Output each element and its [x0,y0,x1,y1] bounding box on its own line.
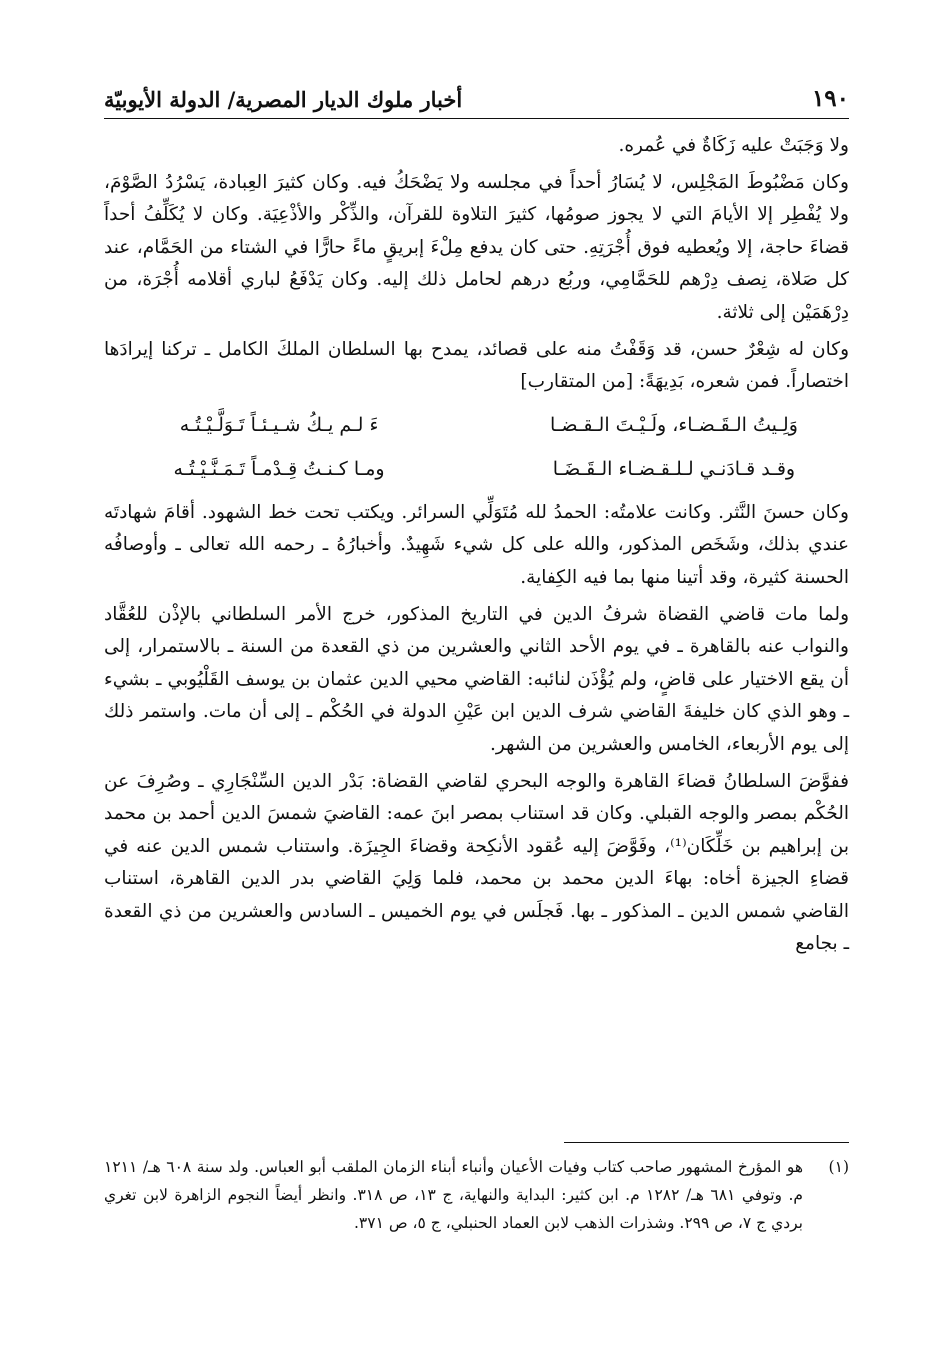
page-number: ١٩٠ [811,85,849,112]
paragraph: وكان مَضْبُوطَ المَجْلِس، لا يُسَارُ أحداً في مجلسه ولا يَضْحَكُ فيه. وكان كثيرَ العِبادة، يَسْرُدُ الصَّوْمَ، ولا يُفْطِر إلا الأيامَ التي لا يجوز صومُها، كثيرَ التلاوة للقرآن، والذِّكْر والأذْعِيَة. وكان لا يُكَلِّفُ أحداً قضاءَ حاجة، إلا ويُعطيه فوق أُجْرَتِهِ. حتى كان يدفع مِلْءَ إبريقٍ ماءً حارًّا في الشتاء من الحَمَّام، عند كل صَلاة، نِصف دِرْهم للحَمَّامِي، وربُع درهم لحامل ذلك إليه. وكان يَدْفَعُ لباري أقلامه أُجْرَة، من دِرْهَمَيْن إلى ثلاثة. [104,171,849,323]
footnote [104,1154,849,1237]
paragraph: ولا وَجَبَتْ عليه زَكَاةٌ في عُمره. [618,135,849,156]
paragraph: وكان حسنَ النَّثر. وكانت علامتُه: الحمدُ لله مُتَوَلِّي السرائر. ويكتب تحت خط الشهود. أقامَ شهادتَه عندي بذلك، وشَخَص المذكور، والله على كل شيء شَهِيدٌ. وأخبارُهُ ـ رحمه الله تعالى ـ وأوصافُه الحسنة كثيرة، وقد أتينا منها بما فيه الكِفاية. [104,501,849,588]
running-header [104,72,849,112]
book-page [104,72,849,1302]
footnote-divider [564,1142,849,1143]
paragraph: ففوَّضَ السلطانُ قضاءَ القاهرة والوجه البحري لقاضي القضاة: بَدْر الدين السِّنْجَارِي ـ وصُرِفَ عن الحُكْم بمصر والوجه القبلي. وكان قد استناب بمصر ابنَ عمه: القاضيَ شمسَ الدين أحمد بن محمد بن إبراهيم بن خَلِّكَان⁽¹⁾، وفَوَّضَ إليه عُقود الأنكِحة وقضاءَ الجِيزَة. واستناب شمس الدين عنه في قضاءِ الجيزة أخاه: بهاءَ الدين محمد بن محمد، فلما وَلِيَ القاضي بدر الدين القاهرة، استناب القاضي شمس الدين ـ المذكور ـ بها. فَجلَس في يوم الخميس ـ السادس والعشرين من ذي القعدة ـ بجامع [104,770,850,955]
verse-line [104,447,849,491]
paragraph: وكان له شِعْرٌ حسن، قد وَقَفْتُ منه على قصائد، يمدح بها السلطان الملكَ الكامل ـ تركنا إيرادَها اختصاراً. فمن شعره، بَدِيهَةً: [من المتقارب] [104,338,849,393]
first-hemistich: وقـد قـادَنـي لـلـقـضـاء الـقَـضَـا [552,457,796,480]
main-text [104,130,849,965]
second-hemistich: ءَ لـم يـكُ شـيـئـاً تَـوَلَّـيْـتُـه [179,413,379,436]
first-hemistich: وَلِـيتُ الـقَـضـاء، ولَـيْـتَ الـقـضـا [549,413,798,436]
poem [104,403,849,491]
footnotes [104,1154,849,1237]
second-hemistich: ومـا كـنـتُ قِـدْمـاً تَـمَـنَّـيْـتُـه [173,457,385,480]
paragraph: ولما مات قاضي القضاة شرفُ الدين في التاريخ المذكور، خرج الأمر السلطاني بالإذْن للعُقَّاد والنواب عنه بالقاهرة ـ في يوم الأحد الثاني والعشرين من ذي القعدة من السنة ـ بالاستمرار، إلى أن يقع الاختيار على قاضٍ، ولم يُؤْذَن لنائبه: القاضي محيي الدين عثمان بن يوسف القَلْيُوبي ـ بشيء ـ وهو الذي كان خليفةَ القاضي شرف الدين ابن عَيْنِ الدولة في الحُكْم ـ إلى أن مات. واستمر ذلك إلى يوم الأربعاء، الخامس والعشرين من الشهر. [104,603,849,755]
header-divider [104,118,849,119]
verse-line [104,403,849,447]
running-title: أخبار ملوك الديار المصرية/ الدولة الأيوبيّة [104,87,463,112]
footnote-marker: (١) [828,1158,849,1176]
footnote-text: هو المؤرخ المشهور صاحب كتاب وفيات الأعيان وأنباء أبناء الزمان الملقب أبو العباس. ولد سنة ٦٠٨ هـ/ ١٢١١ م. وتوفي ٦٨١ هـ/ ١٢٨٢ م. ابن كثير: البداية والنهاية، ج ١٣، ص ٣١٨. وانظر أيضاً النجوم الزاهرة لابن تغري بردي ج ٧، ص ٢٩٩. وشذرات الذهب لابن العماد الحنبلي، ج ٥، ص ٣٧١. [104,1158,804,1232]
